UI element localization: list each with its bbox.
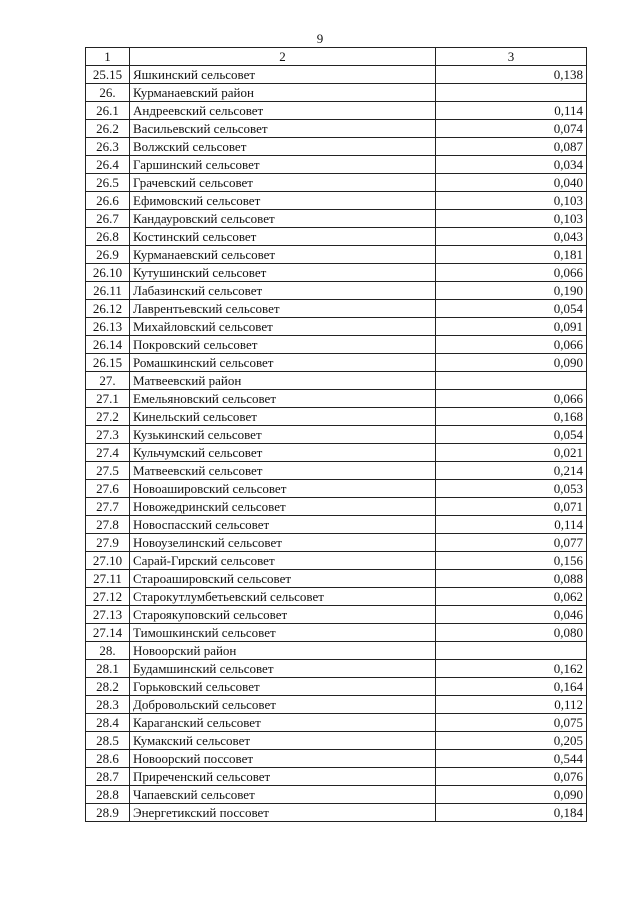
table-row xyxy=(86,534,587,552)
table-row xyxy=(86,192,587,210)
row-number-cell: 27.11 xyxy=(86,570,130,588)
row-number-cell: 26.14 xyxy=(86,336,130,354)
row-value-cell: 0,074 xyxy=(436,120,587,138)
row-name-cell: Горьковский сельсовет xyxy=(130,678,436,696)
table-row xyxy=(86,336,587,354)
row-value-cell: 0,164 xyxy=(436,678,587,696)
row-name-cell: Тимошкинский сельсовет xyxy=(130,624,436,642)
row-number-cell: 27.1 xyxy=(86,390,130,408)
row-number-cell: 28.8 xyxy=(86,786,130,804)
row-number-cell: 28.4 xyxy=(86,714,130,732)
table-row xyxy=(86,606,587,624)
table-row xyxy=(86,354,587,372)
table-row xyxy=(86,120,587,138)
row-value-cell: 0,162 xyxy=(436,660,587,678)
row-value-cell: 0,088 xyxy=(436,570,587,588)
row-number-cell: 26.2 xyxy=(86,120,130,138)
row-value-cell: 0,034 xyxy=(436,156,587,174)
row-name-cell: Новоашировский сельсовет xyxy=(130,480,436,498)
row-value-cell: 0,077 xyxy=(436,534,587,552)
row-value-cell: 0,168 xyxy=(436,408,587,426)
row-number-cell: 28.5 xyxy=(86,732,130,750)
row-name-cell: Яшкинский сельсовет xyxy=(130,66,436,84)
row-number-cell: 26.9 xyxy=(86,246,130,264)
table-row xyxy=(86,588,587,606)
row-name-cell: Ромашкинский сельсовет xyxy=(130,354,436,372)
table-row xyxy=(86,732,587,750)
row-value-cell xyxy=(436,642,587,660)
row-value-cell: 0,076 xyxy=(436,768,587,786)
row-value-cell: 0,090 xyxy=(436,354,587,372)
table-row xyxy=(86,408,587,426)
row-number-cell: 26.8 xyxy=(86,228,130,246)
table-row xyxy=(86,156,587,174)
table-row xyxy=(86,426,587,444)
row-value-cell: 0,156 xyxy=(436,552,587,570)
row-name-cell: Новоорский район xyxy=(130,642,436,660)
row-value-cell: 0,103 xyxy=(436,210,587,228)
table-row xyxy=(86,678,587,696)
table-row xyxy=(86,138,587,156)
table-row xyxy=(86,804,587,822)
row-value-cell: 0,071 xyxy=(436,498,587,516)
row-value-cell: 0,205 xyxy=(436,732,587,750)
row-name-cell: Новожедринский сельсовет xyxy=(130,498,436,516)
row-name-cell: Кумакский сельсовет xyxy=(130,732,436,750)
table-row xyxy=(86,480,587,498)
row-value-cell: 0,075 xyxy=(436,714,587,732)
data-table xyxy=(85,47,587,822)
row-name-cell: Грачевский сельсовет xyxy=(130,174,436,192)
row-value-cell: 0,062 xyxy=(436,588,587,606)
table-row xyxy=(86,282,587,300)
row-name-cell: Михайловский сельсовет xyxy=(130,318,436,336)
table-row xyxy=(86,570,587,588)
row-number-cell: 26.13 xyxy=(86,318,130,336)
table-row xyxy=(86,174,587,192)
row-value-cell: 0,103 xyxy=(436,192,587,210)
row-value-cell: 0,114 xyxy=(436,102,587,120)
table-row xyxy=(86,264,587,282)
table-row xyxy=(86,66,587,84)
row-number-cell: 26.15 xyxy=(86,354,130,372)
row-number-cell: 27.14 xyxy=(86,624,130,642)
table-row xyxy=(86,300,587,318)
table-row xyxy=(86,102,587,120)
row-name-cell: Новоорский поссовет xyxy=(130,750,436,768)
row-name-cell: Матвеевский сельсовет xyxy=(130,462,436,480)
row-value-cell: 0,080 xyxy=(436,624,587,642)
row-name-cell: Сарай-Гирский сельсовет xyxy=(130,552,436,570)
row-name-cell: Матвеевский район xyxy=(130,372,436,390)
row-name-cell: Караганский сельсовет xyxy=(130,714,436,732)
row-name-cell: Емельяновский сельсовет xyxy=(130,390,436,408)
row-number-cell: 27.13 xyxy=(86,606,130,624)
row-value-cell: 0,112 xyxy=(436,696,587,714)
row-number-cell: 27.9 xyxy=(86,534,130,552)
row-name-cell: Васильевский сельсовет xyxy=(130,120,436,138)
row-number-cell: 26.6 xyxy=(86,192,130,210)
row-name-cell: Новоспасский сельсовет xyxy=(130,516,436,534)
row-name-cell: Лаврентьевский сельсовет xyxy=(130,300,436,318)
row-name-cell: Волжский сельсовет xyxy=(130,138,436,156)
row-number-cell: 26.10 xyxy=(86,264,130,282)
row-number-cell: 26.11 xyxy=(86,282,130,300)
row-value-cell: 0,087 xyxy=(436,138,587,156)
row-value-cell: 0,544 xyxy=(436,750,587,768)
row-value-cell: 0,181 xyxy=(436,246,587,264)
column-header-number: 1 xyxy=(86,48,130,66)
row-name-cell: Гаршинский сельсовет xyxy=(130,156,436,174)
table-row xyxy=(86,516,587,534)
table-row xyxy=(86,372,587,390)
row-name-cell: Курманаевский сельсовет xyxy=(130,246,436,264)
row-name-cell: Будамшинский сельсовет xyxy=(130,660,436,678)
table-row xyxy=(86,390,587,408)
row-name-cell: Ефимовский сельсовет xyxy=(130,192,436,210)
row-number-cell: 26. xyxy=(86,84,130,102)
row-name-cell: Кинельский сельсовет xyxy=(130,408,436,426)
row-value-cell xyxy=(436,84,587,102)
row-name-cell: Кутушинский сельсовет xyxy=(130,264,436,282)
row-value-cell: 0,053 xyxy=(436,480,587,498)
row-value-cell: 0,114 xyxy=(436,516,587,534)
row-number-cell: 27.6 xyxy=(86,480,130,498)
row-name-cell: Кандауровский сельсовет xyxy=(130,210,436,228)
table-row xyxy=(86,624,587,642)
table-row xyxy=(86,318,587,336)
table-row xyxy=(86,786,587,804)
row-number-cell: 27.4 xyxy=(86,444,130,462)
table-row xyxy=(86,660,587,678)
row-name-cell: Андреевский сельсовет xyxy=(130,102,436,120)
row-value-cell: 0,046 xyxy=(436,606,587,624)
table-row xyxy=(86,210,587,228)
row-number-cell: 27.5 xyxy=(86,462,130,480)
row-number-cell: 28.7 xyxy=(86,768,130,786)
table-row xyxy=(86,462,587,480)
column-header-name: 2 xyxy=(130,48,436,66)
row-value-cell: 0,091 xyxy=(436,318,587,336)
row-number-cell: 26.4 xyxy=(86,156,130,174)
row-value-cell: 0,066 xyxy=(436,390,587,408)
column-header-value: 3 xyxy=(436,48,587,66)
row-number-cell: 27.3 xyxy=(86,426,130,444)
row-number-cell: 28.6 xyxy=(86,750,130,768)
row-number-cell: 27.12 xyxy=(86,588,130,606)
row-number-cell: 27.7 xyxy=(86,498,130,516)
row-value-cell: 0,054 xyxy=(436,300,587,318)
row-name-cell: Староашировский сельсовет xyxy=(130,570,436,588)
row-number-cell: 28.2 xyxy=(86,678,130,696)
row-name-cell: Энергетикский поссовет xyxy=(130,804,436,822)
table-row xyxy=(86,768,587,786)
row-number-cell: 27. xyxy=(86,372,130,390)
row-number-cell: 26.5 xyxy=(86,174,130,192)
row-name-cell: Кузькинский сельсовет xyxy=(130,426,436,444)
row-number-cell: 26.7 xyxy=(86,210,130,228)
table-row xyxy=(86,84,587,102)
row-value-cell: 0,184 xyxy=(436,804,587,822)
row-name-cell: Старокутлумбетьевский сельсовет xyxy=(130,588,436,606)
row-number-cell: 28.1 xyxy=(86,660,130,678)
row-value-cell: 0,054 xyxy=(436,426,587,444)
table-row xyxy=(86,228,587,246)
page-number: 9 xyxy=(316,31,324,46)
row-number-cell: 27.2 xyxy=(86,408,130,426)
table-row xyxy=(86,498,587,516)
row-value-cell: 0,066 xyxy=(436,336,587,354)
table-row xyxy=(86,444,587,462)
row-number-cell: 26.3 xyxy=(86,138,130,156)
table-row xyxy=(86,552,587,570)
row-name-cell: Покровский сельсовет xyxy=(130,336,436,354)
row-number-cell: 26.1 xyxy=(86,102,130,120)
row-number-cell: 26.12 xyxy=(86,300,130,318)
row-name-cell: Добровольский сельсовет xyxy=(130,696,436,714)
row-number-cell: 28. xyxy=(86,642,130,660)
row-number-cell: 27.8 xyxy=(86,516,130,534)
row-value-cell: 0,214 xyxy=(436,462,587,480)
table-row xyxy=(86,642,587,660)
row-number-cell: 28.3 xyxy=(86,696,130,714)
row-value-cell: 0,021 xyxy=(436,444,587,462)
row-number-cell: 27.10 xyxy=(86,552,130,570)
row-name-cell: Курманаевский район xyxy=(130,84,436,102)
row-name-cell: Лабазинский сельсовет xyxy=(130,282,436,300)
row-name-cell: Чапаевский сельсовет xyxy=(130,786,436,804)
row-name-cell: Новоузелинский сельсовет xyxy=(130,534,436,552)
table-row xyxy=(86,750,587,768)
row-number-cell: 28.9 xyxy=(86,804,130,822)
row-value-cell: 0,190 xyxy=(436,282,587,300)
row-value-cell: 0,066 xyxy=(436,264,587,282)
row-name-cell: Староякуповский сельсовет xyxy=(130,606,436,624)
row-value-cell: 0,090 xyxy=(436,786,587,804)
table-header-row xyxy=(86,48,587,66)
row-value-cell: 0,138 xyxy=(436,66,587,84)
row-value-cell xyxy=(436,372,587,390)
row-number-cell: 25.15 xyxy=(86,66,130,84)
row-name-cell: Костинский сельсовет xyxy=(130,228,436,246)
row-value-cell: 0,040 xyxy=(436,174,587,192)
table-row xyxy=(86,246,587,264)
row-value-cell: 0,043 xyxy=(436,228,587,246)
table-row xyxy=(86,714,587,732)
row-name-cell: Кульчумский сельсовет xyxy=(130,444,436,462)
row-name-cell: Приреченский сельсовет xyxy=(130,768,436,786)
table-row xyxy=(86,696,587,714)
